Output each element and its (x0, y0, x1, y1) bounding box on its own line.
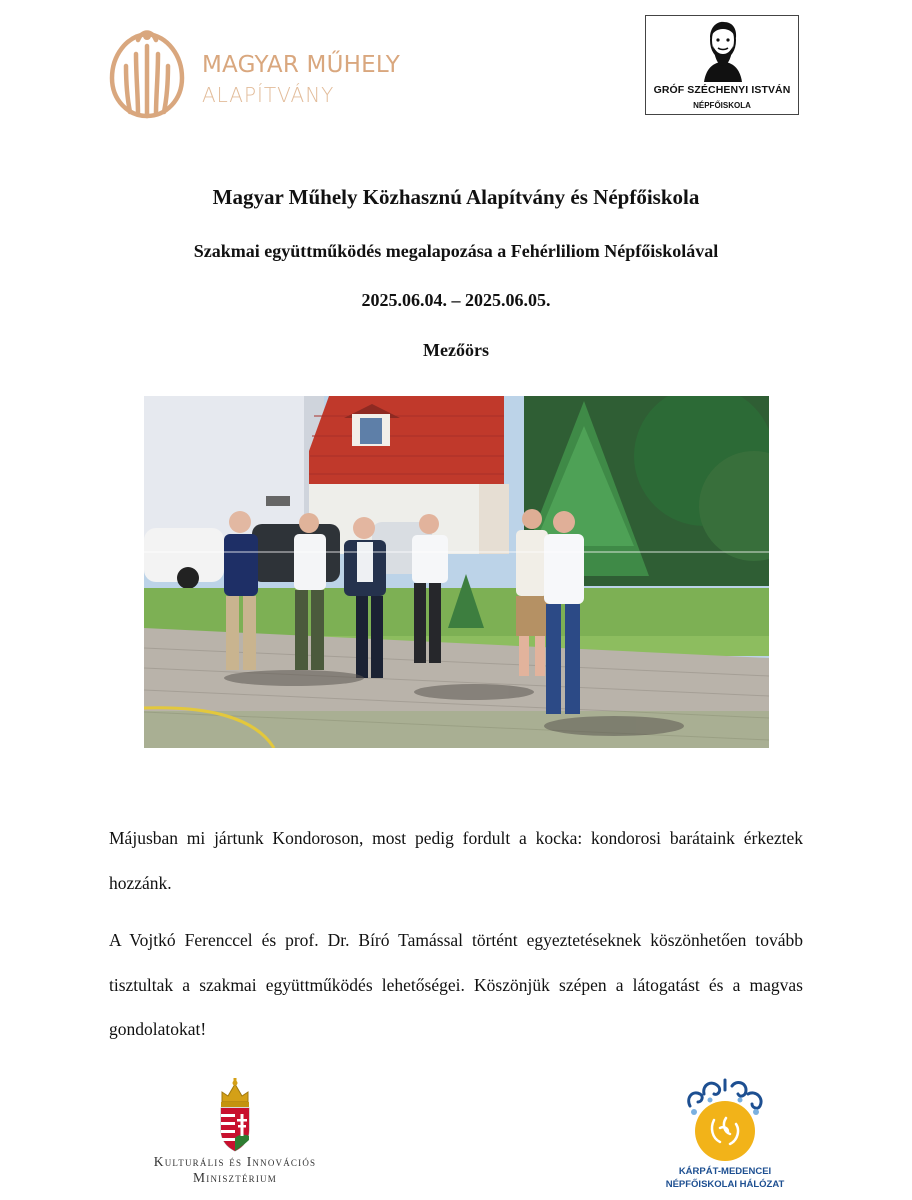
karpat-medencei-halozat-logo (650, 1076, 800, 1194)
network-name-line: NÉPFŐISKOLAI HÁLÓZAT (665, 1179, 785, 1190)
szechenyi-portrait-icon (696, 20, 750, 82)
document-title: Magyar Műhely Közhasznú Alapítvány és Népfőiskola (212, 185, 700, 209)
logo-subtitle: NÉPFŐISKOLA (693, 101, 751, 110)
network-name-line: KÁRPÁT-MEDENCEI (678, 1166, 772, 1177)
document-subtitle: Szakmai együttműködés megalapozása a Fehérliliom Népfőiskolával (193, 241, 719, 261)
event-dates: 2025.06.04. – 2025.06.05. (361, 290, 551, 310)
magyar-muhely-logo (108, 26, 408, 122)
event-location: Mezőörs (423, 340, 489, 360)
network-emblem-icon (680, 1076, 770, 1164)
group-photo (144, 396, 769, 748)
logo-name: GRÓF SZÉCHENYI ISTVÁN (653, 84, 791, 96)
kim-ministry-logo (135, 1078, 335, 1188)
logo-name: MAGYAR MŰHELY (202, 52, 401, 78)
logo-subtitle: ALAPÍTVÁNY (202, 83, 335, 107)
magyar-muhely-emblem-icon (108, 26, 186, 120)
ministry-name-line: Minisztérium (193, 1170, 277, 1185)
paragraph: Májusban mi jártunk Kondoroson, most pedig fordult a kocka: kondorosi barátaink érkeztek hozzánk. (109, 828, 803, 893)
szechenyi-nepfoiskola-logo (645, 15, 799, 115)
paragraph: A Vojtkó Ferenccel és prof. Dr. Bíró Tamással történt egyeztetéseknek köszönhetően tovább tisztultak a szakmai együttműködés lehetőségei. Köszönjük szépen a látogatást és a magvas gondolatokat! (109, 930, 803, 1039)
ministry-name-line: Kulturális és Innovációs (153, 1154, 317, 1169)
hungarian-coat-of-arms-icon (217, 1078, 253, 1152)
